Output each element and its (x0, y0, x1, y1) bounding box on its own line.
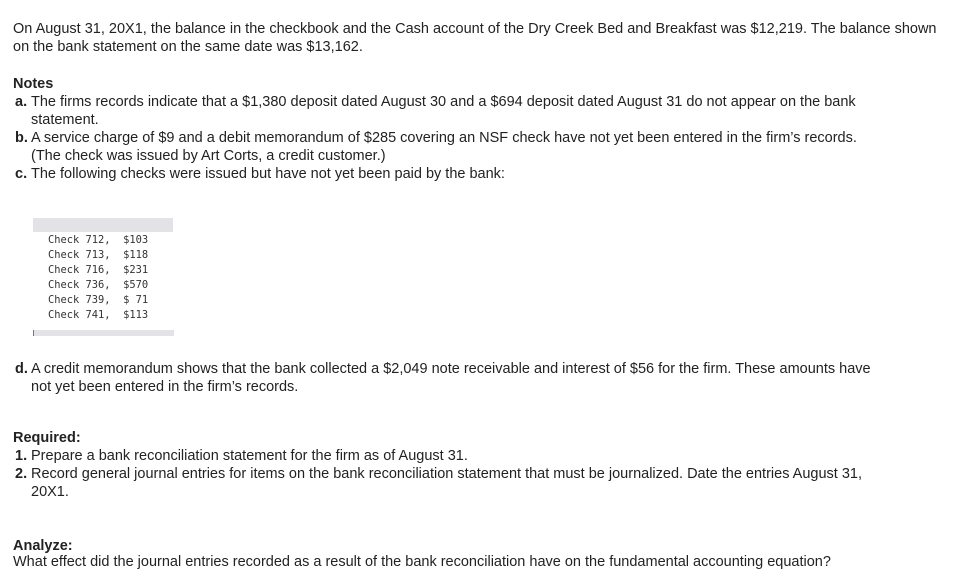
table-row (48, 293, 148, 308)
required-heading: Required: (13, 430, 81, 446)
check-amount: $103 (123, 234, 149, 246)
note-c (15, 165, 945, 183)
check-amount: $570 (123, 279, 149, 291)
note-text-cont: not yet been entered in the firm’s records. (31, 379, 299, 395)
analyze-question: What effect did the journal entries recorded as a result of the bank reconciliation have on the fundamental accounting equation? (13, 554, 831, 570)
table-row (48, 308, 148, 323)
analyze-heading: Analyze: (13, 538, 73, 554)
note-text: A service charge of $9 and a debit memorandum of $285 covering an NSF check have not yet been entered in the firm’s records. (31, 130, 857, 146)
note-b (15, 129, 945, 165)
checks-list (48, 233, 148, 323)
table-row (48, 233, 148, 248)
required-label: 2. (15, 466, 28, 482)
check-number: Check 712, (48, 234, 111, 246)
check-amount: $113 (123, 309, 149, 321)
required-item-1 (15, 447, 945, 465)
note-label: a. (15, 94, 28, 110)
table-header-bar (33, 218, 173, 232)
note-label: b. (15, 130, 28, 146)
intro-paragraph: On August 31, 20X1, the balance in the checkbook and the Cash account of the Dry Creek Bed and Breakfast was $12,219. The balance shown on the bank statement on the same date was $13,162. (13, 21, 937, 55)
note-d (15, 360, 945, 396)
check-amount: $118 (123, 249, 149, 261)
table-row (48, 248, 148, 263)
required-text-cont: 20X1. (31, 484, 69, 500)
note-text: The firms records indicate that a $1,380 deposit dated August 30 and a $694 deposit dated August 31 do not appear on the bank (31, 94, 856, 110)
note-label: c. (15, 166, 28, 182)
required-label: 1. (15, 448, 28, 464)
note-text-cont: (The check was issued by Art Corts, a credit customer.) (31, 148, 386, 164)
check-amount: $231 (123, 264, 149, 276)
check-number: Check 736, (48, 279, 111, 291)
required-item-2 (15, 465, 945, 501)
note-label: d. (15, 361, 28, 377)
note-text: A credit memorandum shows that the bank collected a $2,049 note receivable and interest of $56 for the firm. These amounts have (31, 361, 871, 377)
note-text: The following checks were issued but have not yet been paid by the bank: (31, 166, 505, 182)
check-number: Check 741, (48, 309, 111, 321)
check-amount: $ 71 (123, 294, 149, 306)
check-number: Check 716, (48, 264, 111, 276)
table-scrollbar[interactable] (33, 330, 174, 336)
required-text: Prepare a bank reconciliation statement for the firm as of August 31. (31, 448, 468, 464)
check-number: Check 713, (48, 249, 111, 261)
table-row (48, 263, 148, 278)
outstanding-checks-table (33, 218, 173, 336)
table-row (48, 278, 148, 293)
note-text-cont: statement. (31, 112, 99, 128)
required-text: Record general journal entries for items on the bank reconciliation statement that must be journalized. Date the entries August 31, (31, 466, 862, 482)
note-a (15, 93, 945, 129)
check-number: Check 739, (48, 294, 111, 306)
notes-heading: Notes (13, 76, 54, 92)
